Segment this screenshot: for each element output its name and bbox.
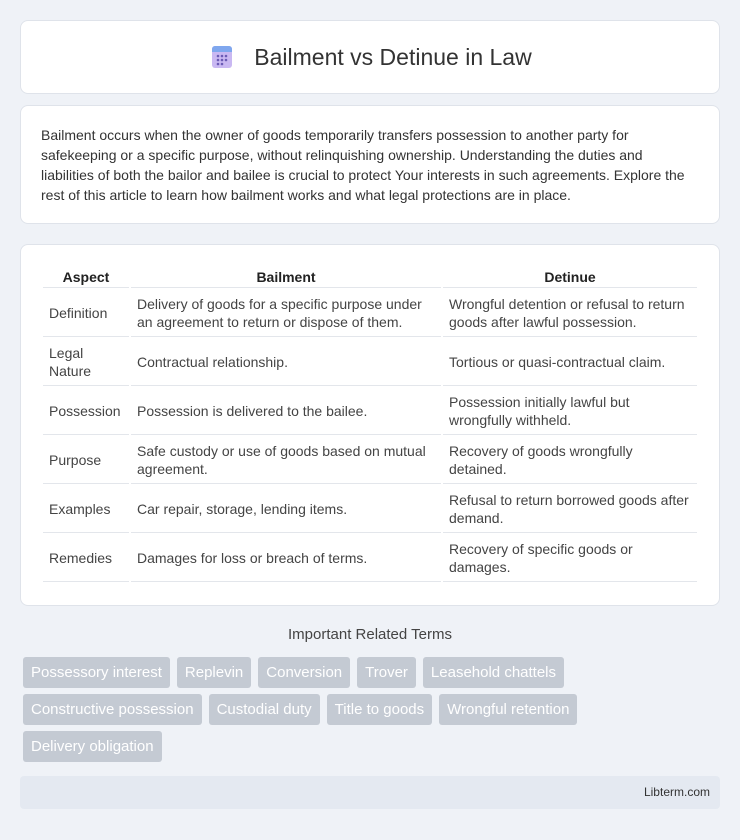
related-term-tag[interactable]: Possessory interest [23,657,170,688]
header-aspect: Aspect [43,266,129,288]
aspect-cell: Possession [43,388,129,435]
detinue-cell: Refusal to return borrowed goods after demand. [443,486,697,533]
table-row [43,535,697,582]
footer [20,776,720,809]
comparison-card [20,244,720,606]
related-term-tag[interactable]: Replevin [177,657,251,688]
table-row [43,437,697,484]
aspect-cell: Definition [43,290,129,337]
detinue-cell: Recovery of goods wrongfully detained. [443,437,697,484]
detinue-cell: Recovery of specific goods or damages. [443,535,697,582]
comparison-table [41,264,699,584]
bailment-cell: Possession is delivered to the bailee. [131,388,441,435]
footer-site-link[interactable]: Libterm.com [643,785,710,799]
header-detinue: Detinue [443,266,697,288]
page-title: Bailment vs Detinue in Law [254,43,532,70]
related-term-tag[interactable]: Trover [357,657,416,688]
related-term-tag[interactable]: Delivery obligation [23,731,162,762]
table-row [43,486,697,533]
table-header-row [43,266,697,288]
aspect-cell: Examples [43,486,129,533]
related-term-tag[interactable]: Leasehold chattels [423,657,564,688]
detinue-cell: Wrongful detention or refusal to return goods after lawful possession. [443,290,697,337]
related-term-tag[interactable]: Custodial duty [209,694,320,725]
aspect-cell: Legal Nature [43,339,129,386]
related-term-tag[interactable]: Conversion [258,657,350,688]
bailment-cell: Car repair, storage, lending items. [131,486,441,533]
intro-card [20,105,720,224]
related-term-tag[interactable]: Title to goods [327,694,433,725]
bailment-cell: Damages for loss or breach of terms. [131,535,441,582]
related-terms-list [23,657,723,768]
table-row [43,339,697,386]
notebook-icon [208,43,236,71]
bailment-cell: Delivery of goods for a specific purpose under an agreement to return or dispose of them. [131,290,441,337]
bailment-cell: Contractual relationship. [131,339,441,386]
related-term-tag[interactable]: Constructive possession [23,694,202,725]
header-bailment: Bailment [131,266,441,288]
aspect-cell: Remedies [43,535,129,582]
aspect-cell: Purpose [43,437,129,484]
detinue-cell: Tortious or quasi-contractual claim. [443,339,697,386]
detinue-cell: Possession initially lawful but wrongfully withheld. [443,388,697,435]
title-card [20,20,720,94]
table-row [43,290,697,337]
bailment-cell: Safe custody or use of goods based on mutual agreement. [131,437,441,484]
related-term-tag[interactable]: Wrongful retention [439,694,577,725]
related-terms-title: Important Related Terms [288,626,452,643]
table-row [43,388,697,435]
intro-text: Bailment occurs when the owner of goods temporarily transfers possession to another party for safekeeping or a specific purpose, without relinquishing ownership. Understanding the duties and liabilities of both the bailor and bailee is crucial to protect Your interests in such agreements. Explore the rest of this article to learn how bailment works and what legal protections are in place. [41,127,685,203]
